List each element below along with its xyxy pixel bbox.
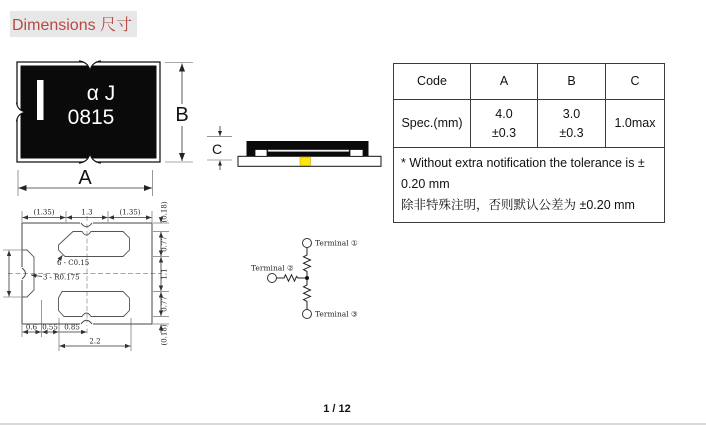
terminal-2-label: Terminal ② [251,263,294,273]
spec-b-value: 3.0 [562,106,581,121]
tolerance-note-cn: 除非特殊注明，否则默认公差为 ±0.20 mm [401,198,635,212]
tolerance-note-en-line2: 0.20 mm [401,177,450,191]
top-pad [59,232,130,257]
dim-bottom-1: 0.6 [25,323,38,332]
inner-electrode-line [268,150,349,152]
dim-bottom-4: 2.2 [89,337,101,346]
dim-right-5: (0.18) [160,324,169,346]
spec-a [471,100,538,147]
terminal-schematic [240,228,400,333]
tolerance-note-en-line1: * Without extra notification the tolerance is ± [401,156,645,170]
terminal-right [350,150,363,157]
dimension-b [165,63,193,163]
bottom-pad [59,292,130,317]
header-code: Code [394,64,471,99]
header-b: B [538,64,606,99]
header-a: A [471,64,538,99]
radius-note: 3 - R0.175 [43,273,80,282]
spec-table-header-row [394,64,664,100]
spec-table [393,63,665,223]
dim-top-right: (1.35) [119,208,141,217]
side-view-body [238,141,381,166]
dim-b-label: B [175,104,189,126]
dim-bottom-3: 0.85 [64,323,80,332]
resistor-top [304,248,311,279]
spec-row-label: Spec.(mm) [394,100,471,147]
tolerance-notes [394,148,664,222]
centerlines [8,216,162,335]
dimension-a [18,167,153,196]
spec-a-tolerance: ±0.3 [491,125,517,140]
chamfer-note: 6 - C0.15 [57,259,90,267]
dim-a-label: A [78,167,92,189]
dim-right-2: 0.77 [160,236,169,252]
package-top-view-drawing [10,58,205,206]
footprint-drawing [0,200,205,365]
schematic-wires [268,239,312,319]
package-marking-line1: α J [86,82,116,105]
spec-table-value-row [394,100,664,148]
terminal-3-label: Terminal ③ [315,309,358,319]
resistor-bottom [304,278,311,310]
annotations [31,255,89,281]
terminal-1-label: Terminal ① [315,238,358,248]
dim-right-1: (0.18) [160,201,169,223]
dim-right-3: 1.1 [160,268,169,280]
dim-top-left: (1.35) [33,208,55,217]
spec-b-tolerance: ±0.3 [559,125,584,140]
terminal-2-node [268,274,277,283]
dim-c-label: C [212,141,223,157]
dimension-c [207,126,232,170]
electrode-pad [300,157,311,166]
junction-dot [305,276,309,280]
terminal-left [255,150,267,157]
header-c: C [630,74,640,88]
page-number: 1 / 12 [323,403,351,415]
spec-c: 1.0max [614,116,656,130]
terminal-1-node [303,239,312,248]
dim-top-center: 1.3 [81,208,93,217]
terminal-3-node [303,310,312,319]
page-title: Dimensions 尺寸 [10,11,137,37]
marking-bar [37,80,44,120]
spec-b [538,100,606,147]
spec-a-value: 4.0 [495,106,513,121]
bottom-dimensions [22,300,131,351]
package-side-view-drawing [205,120,390,174]
dim-bottom-2: 0.55 [42,323,58,332]
package-body [16,60,160,164]
dim-right-4: 0.77 [160,296,169,312]
package-marking-line2: 0815 [67,106,115,129]
resistor-left [277,275,308,281]
